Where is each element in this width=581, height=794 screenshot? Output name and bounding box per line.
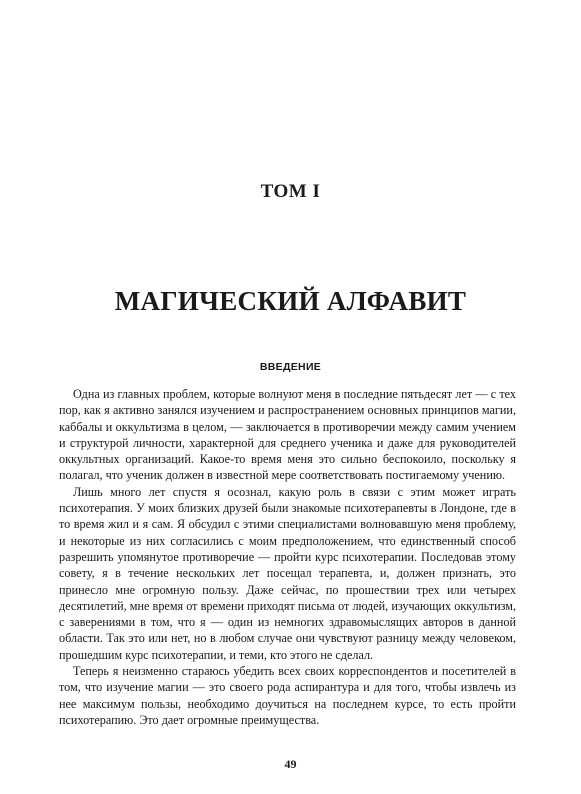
paragraph: Теперь я неизменно стараюсь убедить всех своих корреспондентов и посетителей в том, что изучение магии — это своего рода аспирантура и для того, чтобы извлечь из нее максимум пользы, необходимо доучиться на последнем курсе, то есть пройти психотерапию. Это дает огромные преимущества.: [59, 664, 516, 727]
paragraph: Лишь много лет спустя я осознал, какую роль в связи с этим может играть психотерапия. У моих близких друзей были знакомые психотерапевты в Лондоне, где в то время жил и я сам. Я обсудил с этими специалистами волновавшую меня проблему, и некоторые из них согласились с моим предположением, что единственный способ разрешить упомянутое противоречие — пройти курс психотерапии. Последовав этому совету, я в течение нескольких лет посещал терапевта, и, должен признать, это принесло мне огромную пользу. Даже сейчас, по прошествии трех или четырех десятилетий, мне время от времени приходят письма от людей, изучающих оккультизм, с заверениями в том, что я — один из немногих здравомыслящих авторов в данной области. Так это или нет, но в любом случае они чувствуют разницу между человеком, прошедшим курс психотерапии, и теми, кто этого не сделал.: [59, 484, 516, 662]
volume-title: ТОМ I: [260, 181, 321, 202]
part-title: МАГИЧЕСКИЙ АЛФАВИТ: [114, 286, 467, 316]
section-title: ВВЕДЕНИЕ: [259, 361, 322, 373]
paragraph: Одна из главных проблем, которые волнуют меня в последние пятьдесят лет — с тех пор, как я активно занялся изучением и распространением основных принципов магии, каббалы и оккультизма в целом, — заключается в противоречии между самим учением и структурой личности, характерной для среднего ученика и даже для руководителей оккультных организаций. Какое-то время меня это сильно беспокоило, поскольку я полагал, что ученик должен в известной мере соответствовать постигаемому учению.: [59, 387, 516, 483]
body-text: [59, 386, 516, 728]
page-number: 49: [284, 757, 297, 771]
